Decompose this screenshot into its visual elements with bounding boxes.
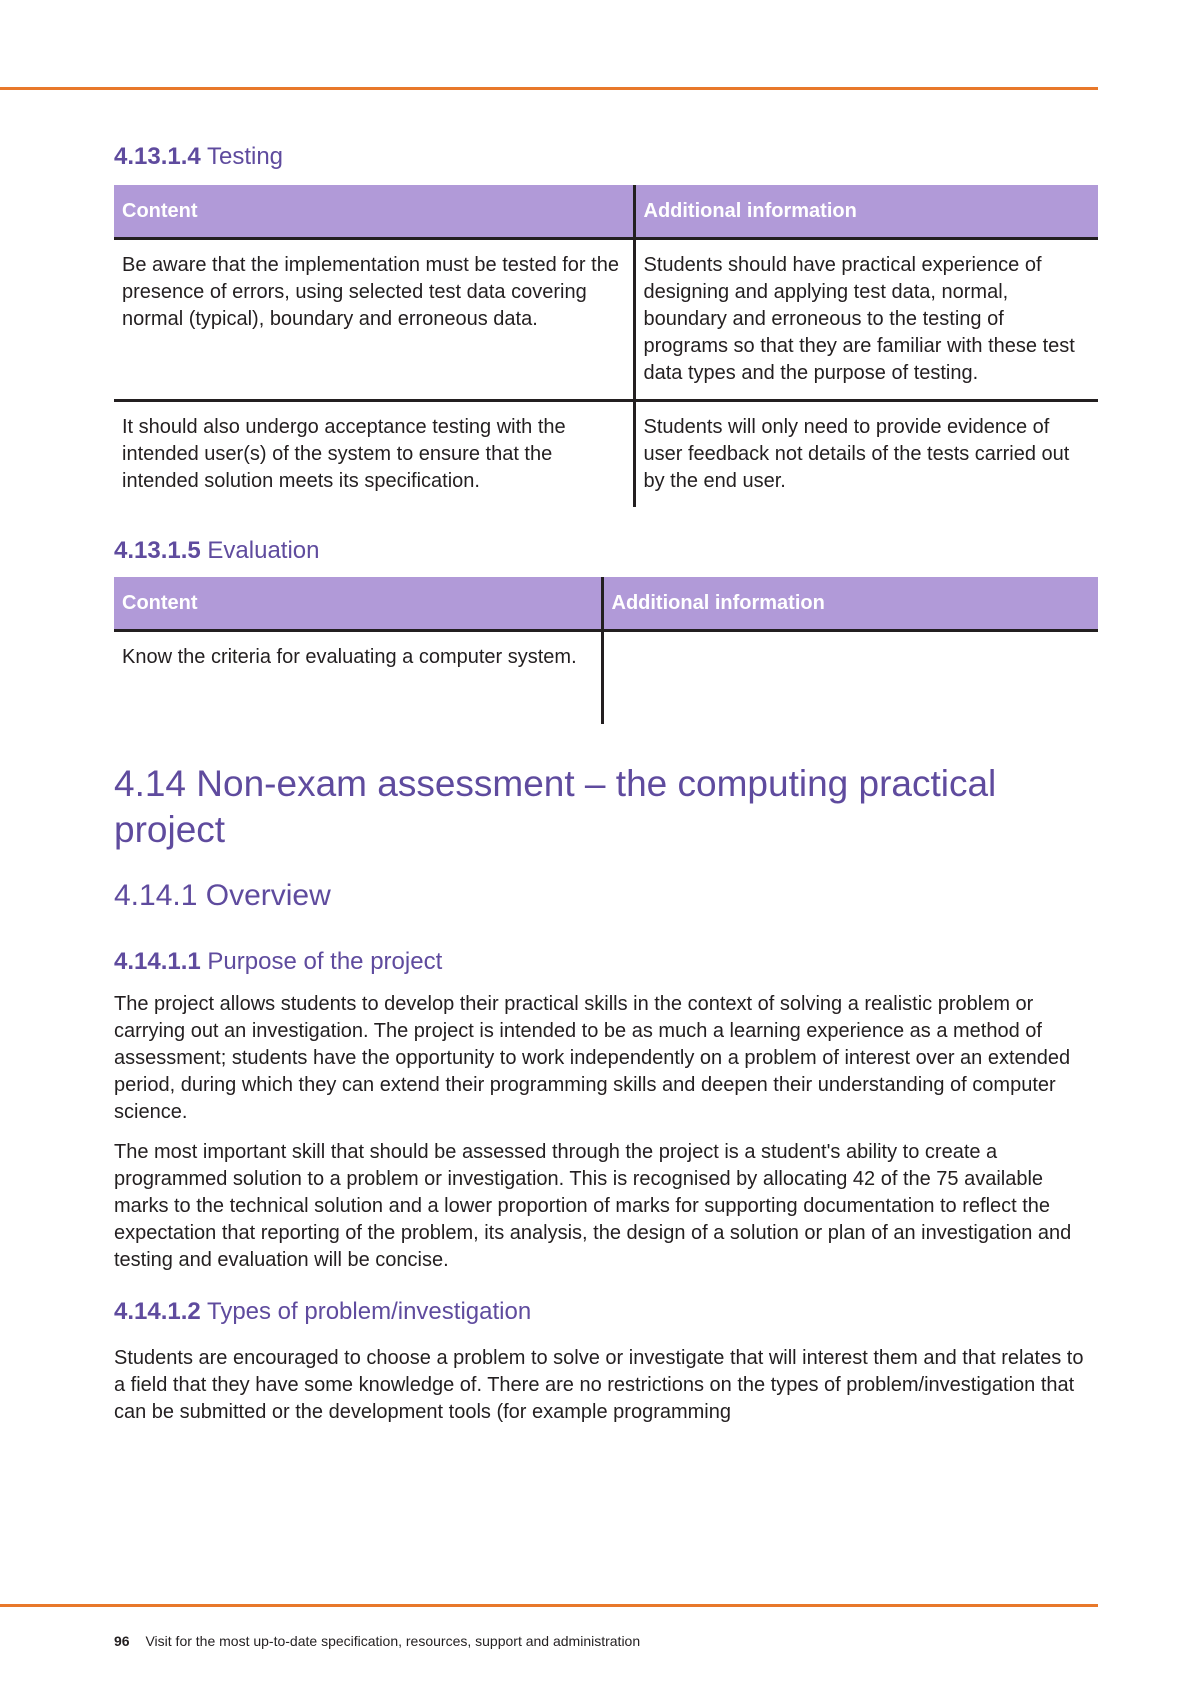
footer-text: Visit for the most up-to-date specification, resources, support and administration bbox=[145, 1633, 641, 1649]
paragraph: The most important skill that should be assessed through the project is a student's ability to create a programmed solution to a problem or investigation. This is recognised by allocating 42 of the 75 available marks to the technical solution and a lower proportion of marks for supporting documentation to reflect the expectation that reporting of the problem, its analysis, the design of a solution or plan of an investigation and testing and evaluation will be concise. bbox=[114, 1141, 1072, 1271]
footer-rule bbox=[0, 1604, 1098, 1607]
section-heading-evaluation bbox=[114, 537, 320, 565]
section-heading-testing bbox=[114, 143, 283, 171]
table-row bbox=[114, 239, 1098, 401]
table-row bbox=[114, 631, 1098, 725]
section-number: 4.13.1.4 bbox=[114, 143, 201, 170]
table-row bbox=[114, 401, 1098, 508]
chapter-heading: 4.14 Non-exam assessment – the computing practical project bbox=[114, 763, 997, 850]
paragraph: The project allows students to develop their practical skills in the context of solving a realistic problem or carrying out an investigation. The project is intended to be as much a learning experience as a method of assessment; students have the opportunity to work independently on a problem of interest over an extended period, during which they can extend their programming skills and deepen their understanding of computer science. bbox=[114, 993, 1071, 1123]
paragraph: Students are encouraged to choose a problem to solve or investigate that will interest them and that relates to a field that they have some knowledge of. There are no restrictions on the types of problem/investigation that can be submitted or the development tools (for example programming bbox=[114, 1347, 1084, 1423]
column-header-additional-info: Additional information bbox=[634, 185, 1098, 239]
table-cell: Know the criteria for evaluating a computer system. bbox=[122, 646, 577, 668]
page-number: 96 bbox=[114, 1633, 130, 1649]
table-cell: Students should have practical experience of designing and applying test data, normal, boundary and erroneous to the testing of programs so that they are familiar with these test data types and the purpose of testing. bbox=[634, 239, 1098, 401]
section-title: Testing bbox=[206, 143, 284, 170]
subsection-heading-overview: 4.14.1 Overview bbox=[114, 879, 331, 912]
table-header-row bbox=[114, 185, 1098, 239]
column-header-content: Content bbox=[114, 185, 634, 239]
table-header-row bbox=[114, 577, 1098, 631]
page-footer bbox=[114, 1633, 640, 1649]
section-heading-purpose bbox=[114, 948, 442, 976]
column-header-additional-info: Additional information bbox=[602, 577, 1098, 631]
table-cell bbox=[602, 631, 1098, 725]
header-rule bbox=[0, 87, 1098, 90]
section-title: Types of problem/investigation bbox=[206, 1298, 532, 1325]
section-number: 4.14.1.2 bbox=[114, 1298, 201, 1325]
table-cell: Students will only need to provide evidence of user feedback not details of the tests carried out by the end user. bbox=[634, 401, 1098, 508]
section-number: 4.13.1.5 bbox=[114, 537, 201, 564]
section-heading-types bbox=[114, 1298, 531, 1326]
evaluation-table bbox=[114, 577, 1098, 724]
section-title: Purpose of the project bbox=[207, 948, 443, 975]
table-cell: It should also undergo acceptance testing with the intended user(s) of the system to ensure that the intended solution meets its specification. bbox=[122, 416, 566, 492]
table-cell: Be aware that the implementation must be tested for the presence of errors, using selected test data covering normal (typical), boundary and erroneous data. bbox=[114, 239, 634, 401]
column-header-content: Content bbox=[114, 577, 602, 631]
testing-table bbox=[114, 185, 1098, 507]
section-number: 4.14.1.1 bbox=[114, 948, 201, 975]
section-title: Evaluation bbox=[207, 537, 320, 564]
